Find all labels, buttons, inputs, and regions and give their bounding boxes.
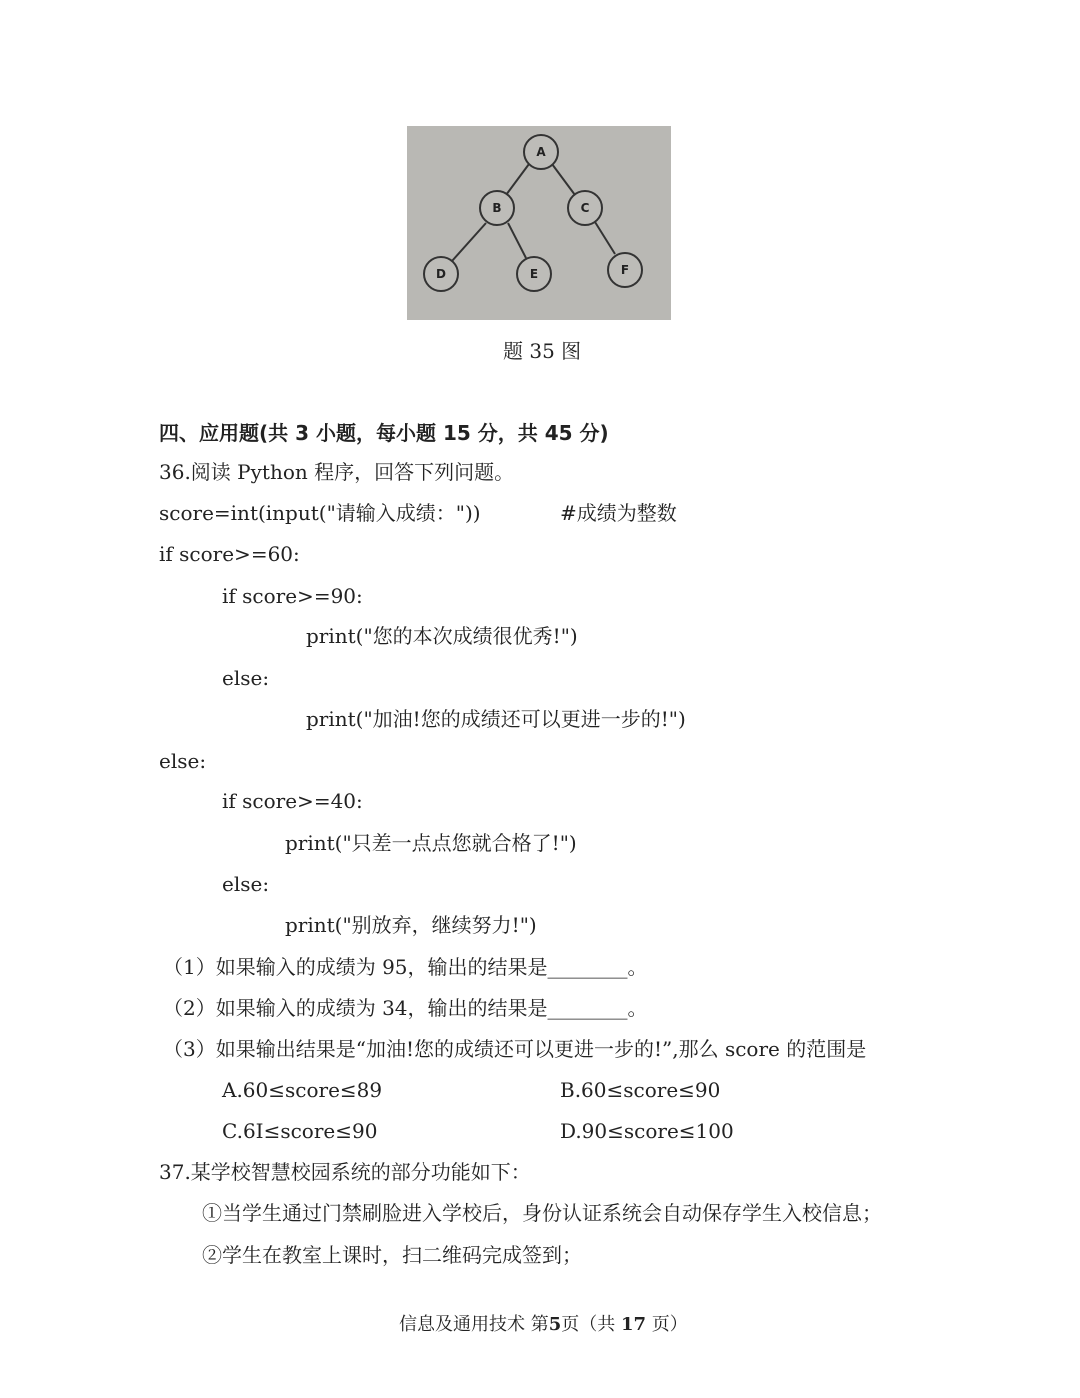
code-line-7: else: [159, 749, 207, 773]
option-c: C.6I≤score≤90 [222, 1119, 378, 1143]
q36-sub2: （2）如果输入的成绩为 34，输出的结果是________。 [163, 996, 648, 1020]
q36-sub1: （1）如果输入的成绩为 95，输出的结果是________。 [163, 955, 648, 979]
footer-middle: 页（共 [561, 1314, 621, 1335]
code-line-4: print("您的本次成绩很优秀!") [306, 624, 578, 648]
tree-node-b [480, 191, 514, 225]
tree-figure [407, 126, 671, 320]
code-line-3: if score>=90: [222, 584, 363, 608]
code-line-9: print("只差一点点您就合格了!") [285, 831, 577, 855]
tree-node-f [608, 253, 642, 287]
q36-intro: 36.阅读 Python 程序，回答下列问题。 [159, 460, 515, 484]
footer-page-number: 5 [548, 1314, 562, 1335]
figure-caption: 题 35 图 [503, 339, 582, 363]
q36-sub3: （3）如果输出结果是“加油!您的成绩还可以更进一步的!”,那么 score 的范围是 [163, 1037, 867, 1061]
edge-b-d [452, 223, 486, 261]
footer-prefix: 信息及通用技术 第 [399, 1314, 549, 1335]
edge-c-f [595, 222, 615, 254]
q37-intro: 37.某学校智慧校园系统的部分功能如下： [159, 1160, 531, 1184]
page-footer [399, 1310, 688, 1336]
option-a: A.60≤score≤89 [222, 1078, 383, 1102]
q37-item-1: ①当学生通过门禁刷脸进入学校后，身份认证系统会自动保存学生入校信息； [202, 1201, 882, 1225]
node-label-b: B [492, 201, 502, 215]
q37-item-2: ②学生在教室上课时，扫二维码完成签到； [202, 1243, 582, 1267]
footer-suffix: 页） [646, 1314, 688, 1335]
tree-node-a [524, 135, 558, 169]
tree-node-c [568, 191, 602, 225]
edge-a-b [506, 164, 529, 195]
node-label-f: F [620, 263, 630, 277]
section-title: 四、应用题(共 3 小题，每小题 15 分，共 45 分) [159, 421, 609, 445]
node-label-d: D [436, 267, 446, 281]
code-line-5: else: [222, 666, 270, 690]
node-label-e: E [529, 267, 539, 281]
edge-a-c [552, 164, 575, 195]
tree-node-e [517, 257, 551, 291]
node-label-c: C [580, 201, 590, 215]
code-line-11: print("别放弃，继续努力!") [285, 913, 537, 937]
code-line-6: print("加油!您的成绩还可以更进一步的!") [306, 707, 686, 731]
code-comment: #成绩为整数 [560, 501, 677, 525]
code-line-1: score=int(input("请输入成绩：")) [159, 501, 481, 525]
tree-node-d [424, 257, 458, 291]
edge-b-e [508, 223, 526, 258]
node-label-a: A [536, 145, 546, 159]
code-line-2: if score>=60: [159, 542, 300, 566]
option-b: B.60≤score≤90 [560, 1078, 721, 1102]
option-d: D.90≤score≤100 [560, 1119, 734, 1143]
footer-total-pages: 17 [621, 1314, 647, 1335]
binary-tree-diagram [407, 126, 671, 320]
code-line-8: if score>=40: [222, 789, 363, 813]
code-line-10: else: [222, 872, 270, 896]
